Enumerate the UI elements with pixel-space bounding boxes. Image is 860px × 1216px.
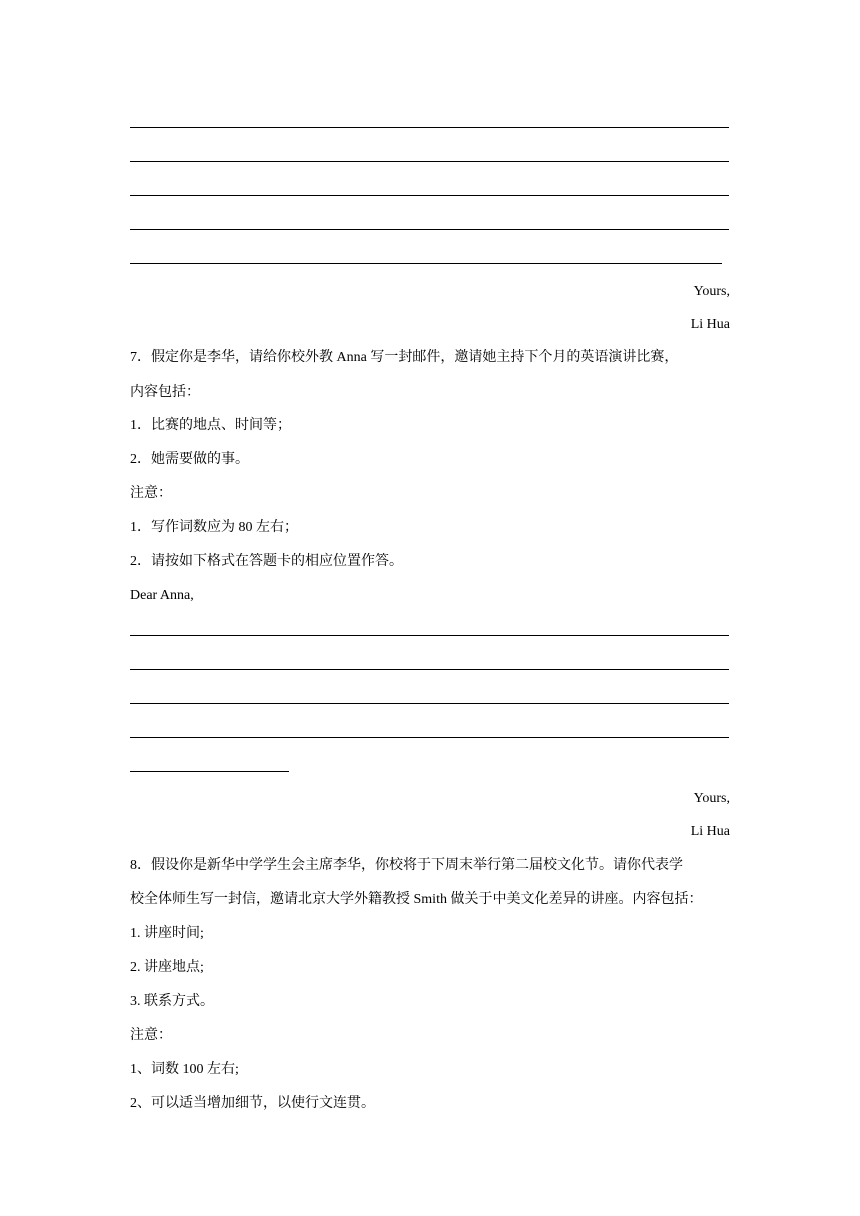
answer-line: [130, 669, 729, 670]
q7-note-1: 1．写作词数应为 80 左右；: [130, 520, 298, 535]
q8-prompt-line2: 校全体师生写一封信，邀请北京大学外籍教授 Smith 做关于中美文化差异的讲座。内容包括：: [130, 892, 703, 907]
q8-prompt-line1: 8．假设你是新华中学学生会主席李华，你校将于下周末举行第二届校文化节。请你代表学: [130, 858, 683, 873]
q7-note-2: 2．请按如下格式在答题卡的相应位置作答。: [130, 554, 403, 569]
answer-line: [130, 737, 729, 738]
answer-line: [130, 161, 729, 162]
answer-line: [130, 263, 722, 264]
q7-prompt-line2: 内容包括：: [130, 385, 200, 400]
q7-prompt-line1: 7．假定你是李华，请给你校外教 Anna 写一封邮件，邀请她主持下个月的英语演讲比赛，: [130, 350, 679, 365]
q7-greeting: Dear Anna,: [130, 588, 194, 603]
q8-item-1: 1. 讲座时间;: [130, 926, 204, 941]
answer-line: [130, 635, 729, 636]
q8-note-2: 2、可以适当增加细节，以使行文连贯。: [130, 1096, 375, 1111]
answer-line: [130, 127, 729, 128]
answer-line: [130, 229, 729, 230]
q7-item-1: 1．比赛的地点、时间等；: [130, 418, 291, 433]
q7-signature: Li Hua: [690, 824, 730, 839]
q8-note-title: 注意：: [130, 1028, 172, 1043]
q8-item-3: 3. 联系方式。: [130, 994, 214, 1009]
q7-note-title: 注意：: [130, 486, 172, 501]
sign-off: Yours,: [693, 284, 730, 299]
answer-line: [130, 195, 729, 196]
signature: Li Hua: [690, 317, 730, 332]
q8-note-1: 1、词数 100 左右;: [130, 1062, 239, 1077]
q7-item-2: 2．她需要做的事。: [130, 452, 249, 467]
answer-line: [130, 703, 729, 704]
q8-item-2: 2. 讲座地点;: [130, 960, 204, 975]
q7-sign-off: Yours,: [693, 791, 730, 806]
answer-line: [130, 771, 289, 772]
